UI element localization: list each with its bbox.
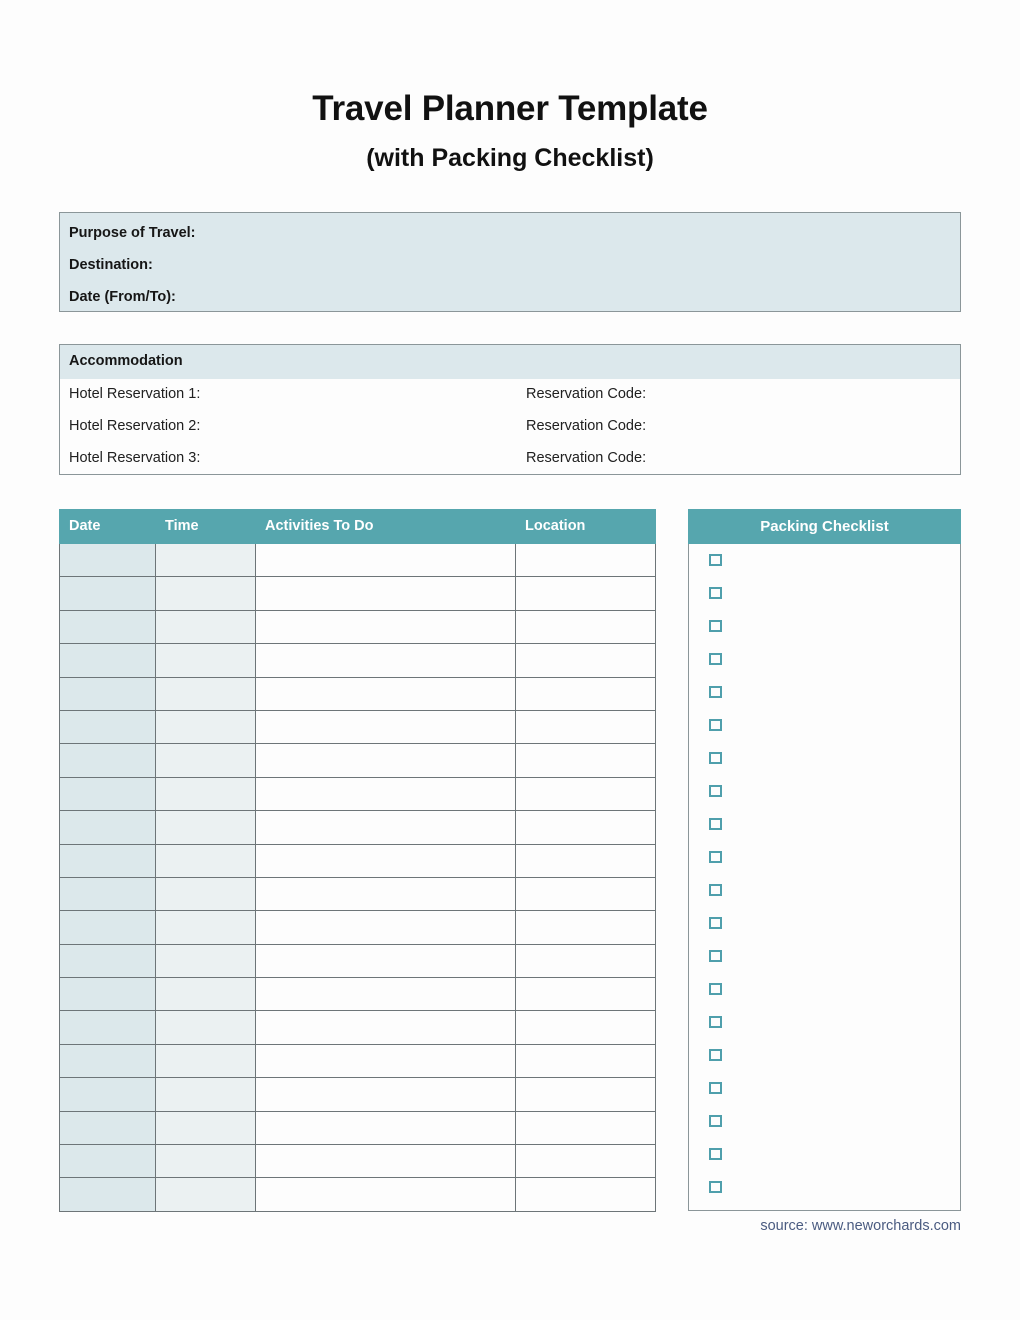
schedule-cell-location[interactable] xyxy=(516,1145,656,1178)
table-row xyxy=(60,644,656,677)
accommodation-box xyxy=(59,344,961,475)
field-label-reservation-code-2: Reservation Code: xyxy=(526,418,647,434)
schedule-cell-time[interactable] xyxy=(156,811,256,844)
schedule-cell-time[interactable] xyxy=(156,1178,256,1211)
page-subtitle: (with Packing Checklist) xyxy=(366,144,654,172)
trip-info-box xyxy=(59,212,961,312)
schedule-cell-activity[interactable] xyxy=(256,577,516,610)
schedule-cell-date[interactable] xyxy=(60,1044,156,1077)
list-item[interactable] xyxy=(689,1007,960,1040)
schedule-cell-time[interactable] xyxy=(156,677,256,710)
table-row xyxy=(60,544,656,577)
schedule-cell-activity[interactable] xyxy=(256,544,516,577)
schedule-cell-activity[interactable] xyxy=(256,1044,516,1077)
schedule-table xyxy=(59,509,656,1212)
accommodation-heading: Accommodation xyxy=(69,353,183,369)
list-item[interactable] xyxy=(689,1073,960,1106)
schedule-cell-date[interactable] xyxy=(60,610,156,643)
schedule-cell-time[interactable] xyxy=(156,744,256,777)
schedule-cell-date[interactable] xyxy=(60,1078,156,1111)
accommodation-row xyxy=(60,381,960,413)
schedule-cell-activity[interactable] xyxy=(256,1011,516,1044)
checkbox-icon[interactable] xyxy=(709,1049,722,1061)
checkbox-icon[interactable] xyxy=(709,785,722,797)
list-item[interactable] xyxy=(689,941,960,974)
table-row xyxy=(60,944,656,977)
schedule-cell-time[interactable] xyxy=(156,1011,256,1044)
schedule-cell-location[interactable] xyxy=(516,1178,656,1211)
field-label-reservation-code-1: Reservation Code: xyxy=(526,386,647,402)
schedule-cell-location[interactable] xyxy=(516,978,656,1011)
list-item[interactable] xyxy=(689,677,960,710)
column-header-activities-to-do[interactable]: Activities To Do xyxy=(256,510,516,544)
column-header-time[interactable]: Time xyxy=(156,510,256,544)
schedule-cell-time[interactable] xyxy=(156,1111,256,1144)
packing-checklist-box xyxy=(688,509,961,1211)
schedule-cell-time[interactable] xyxy=(156,944,256,977)
schedule-cell-date[interactable] xyxy=(60,844,156,877)
page-title: Travel Planner Template xyxy=(312,89,708,128)
schedule-cell-activity[interactable] xyxy=(256,1178,516,1211)
schedule-cell-date[interactable] xyxy=(60,1111,156,1144)
checkbox-icon[interactable] xyxy=(709,983,722,995)
schedule-cell-date[interactable] xyxy=(60,744,156,777)
checkbox-icon[interactable] xyxy=(709,1148,722,1160)
table-row xyxy=(60,844,656,877)
schedule-cell-date[interactable] xyxy=(60,877,156,910)
schedule-cell-time[interactable] xyxy=(156,610,256,643)
field-label-reservation-code-3: Reservation Code: xyxy=(526,450,647,466)
checkbox-icon[interactable] xyxy=(709,653,722,665)
checkbox-icon[interactable] xyxy=(709,950,722,962)
list-item[interactable] xyxy=(689,1106,960,1139)
table-row xyxy=(60,1011,656,1044)
schedule-cell-date[interactable] xyxy=(60,944,156,977)
column-header-date[interactable]: Date xyxy=(60,510,156,544)
field-label-hotel-reservation-3: Hotel Reservation 3: xyxy=(69,450,201,466)
list-item[interactable] xyxy=(689,908,960,941)
table-row xyxy=(60,744,656,777)
checkbox-icon[interactable] xyxy=(709,686,722,698)
schedule-cell-time[interactable] xyxy=(156,544,256,577)
list-item[interactable] xyxy=(689,809,960,842)
table-row xyxy=(60,577,656,610)
list-item[interactable] xyxy=(689,776,960,809)
schedule-cell-date[interactable] xyxy=(60,1145,156,1178)
checkbox-icon[interactable] xyxy=(709,884,722,896)
schedule-cell-time[interactable] xyxy=(156,1078,256,1111)
schedule-cell-time[interactable] xyxy=(156,911,256,944)
checkbox-icon[interactable] xyxy=(709,719,722,731)
schedule-cell-date[interactable] xyxy=(60,978,156,1011)
schedule-cell-date[interactable] xyxy=(60,1011,156,1044)
table-row xyxy=(60,1044,656,1077)
list-item[interactable] xyxy=(689,974,960,1007)
packing-checklist-heading: Packing Checklist xyxy=(688,509,961,544)
schedule-cell-activity[interactable] xyxy=(256,1078,516,1111)
field-label-hotel-reservation-1: Hotel Reservation 1: xyxy=(69,386,201,402)
checkbox-icon[interactable] xyxy=(709,1082,722,1094)
schedule-cell-activity[interactable] xyxy=(256,677,516,710)
schedule-cell-date[interactable] xyxy=(60,777,156,810)
table-row xyxy=(60,811,656,844)
source-attribution: source: www.neworchards.com xyxy=(760,1218,961,1234)
checkbox-icon[interactable] xyxy=(709,554,722,566)
table-row xyxy=(60,1178,656,1211)
schedule-cell-location[interactable] xyxy=(516,577,656,610)
field-label-purpose-of-travel: Purpose of Travel: xyxy=(69,225,196,241)
schedule-cell-activity[interactable] xyxy=(256,1145,516,1178)
schedule-cell-activity[interactable] xyxy=(256,844,516,877)
accommodation-row xyxy=(60,445,960,477)
schedule-header-row xyxy=(60,510,656,544)
schedule-cell-location[interactable] xyxy=(516,911,656,944)
schedule-cell-date[interactable] xyxy=(60,677,156,710)
schedule-cell-activity[interactable] xyxy=(256,1111,516,1144)
schedule-cell-location[interactable] xyxy=(516,1078,656,1111)
table-row xyxy=(60,1111,656,1144)
schedule-cell-activity[interactable] xyxy=(256,944,516,977)
schedule-cell-time[interactable] xyxy=(156,844,256,877)
schedule-cell-location[interactable] xyxy=(516,644,656,677)
schedule-cell-date[interactable] xyxy=(60,544,156,577)
schedule-cell-location[interactable] xyxy=(516,877,656,910)
packing-checklist-list xyxy=(689,545,960,1205)
schedule-cell-time[interactable] xyxy=(156,710,256,743)
list-item[interactable] xyxy=(689,644,960,677)
schedule-cell-time[interactable] xyxy=(156,978,256,1011)
schedule-cell-location[interactable] xyxy=(516,544,656,577)
schedule-cell-location[interactable] xyxy=(516,610,656,643)
accommodation-row xyxy=(60,413,960,445)
schedule-cell-time[interactable] xyxy=(156,877,256,910)
list-item[interactable] xyxy=(689,578,960,611)
field-label-date-from-to: Date (From/To): xyxy=(69,289,176,305)
list-item[interactable] xyxy=(689,545,960,578)
schedule-body xyxy=(60,544,656,1212)
schedule-cell-date[interactable] xyxy=(60,811,156,844)
checkbox-icon[interactable] xyxy=(709,917,722,929)
checkbox-icon[interactable] xyxy=(709,1115,722,1127)
schedule-cell-location[interactable] xyxy=(516,844,656,877)
schedule-cell-date[interactable] xyxy=(60,644,156,677)
checkbox-icon[interactable] xyxy=(709,752,722,764)
schedule-cell-time[interactable] xyxy=(156,577,256,610)
table-row xyxy=(60,1145,656,1178)
checkbox-icon[interactable] xyxy=(709,1016,722,1028)
list-item[interactable] xyxy=(689,842,960,875)
schedule-cell-time[interactable] xyxy=(156,644,256,677)
field-label-hotel-reservation-2: Hotel Reservation 2: xyxy=(69,418,201,434)
list-item[interactable] xyxy=(689,1040,960,1073)
schedule-cell-location[interactable] xyxy=(516,944,656,977)
schedule-cell-date[interactable] xyxy=(60,577,156,610)
table-row xyxy=(60,777,656,810)
schedule-cell-location[interactable] xyxy=(516,710,656,743)
list-item[interactable] xyxy=(689,1139,960,1172)
list-item[interactable] xyxy=(689,710,960,743)
field-label-destination: Destination: xyxy=(69,257,153,273)
list-item[interactable] xyxy=(689,1172,960,1205)
schedule-cell-date[interactable] xyxy=(60,911,156,944)
column-header-location[interactable]: Location xyxy=(516,510,656,544)
checkbox-icon[interactable] xyxy=(709,851,722,863)
list-item[interactable] xyxy=(689,743,960,776)
schedule-cell-activity[interactable] xyxy=(256,710,516,743)
list-item[interactable] xyxy=(689,611,960,644)
schedule-cell-location[interactable] xyxy=(516,777,656,810)
schedule-cell-time[interactable] xyxy=(156,1044,256,1077)
schedule-cell-activity[interactable] xyxy=(256,811,516,844)
table-row xyxy=(60,877,656,910)
accommodation-header-band xyxy=(60,345,960,379)
schedule-cell-location[interactable] xyxy=(516,1011,656,1044)
checkbox-icon[interactable] xyxy=(709,587,722,599)
schedule-cell-activity[interactable] xyxy=(256,610,516,643)
schedule-cell-location[interactable] xyxy=(516,1111,656,1144)
schedule-cell-location[interactable] xyxy=(516,811,656,844)
checkbox-icon[interactable] xyxy=(709,620,722,632)
table-row xyxy=(60,610,656,643)
schedule-cell-activity[interactable] xyxy=(256,777,516,810)
schedule-cell-activity[interactable] xyxy=(256,744,516,777)
table-row xyxy=(60,677,656,710)
schedule-cell-location[interactable] xyxy=(516,1044,656,1077)
schedule-cell-activity[interactable] xyxy=(256,877,516,910)
schedule-cell-time[interactable] xyxy=(156,777,256,810)
schedule-cell-activity[interactable] xyxy=(256,644,516,677)
table-row xyxy=(60,710,656,743)
table-row xyxy=(60,911,656,944)
schedule-cell-date[interactable] xyxy=(60,710,156,743)
table-row xyxy=(60,978,656,1011)
schedule-cell-location[interactable] xyxy=(516,677,656,710)
list-item[interactable] xyxy=(689,875,960,908)
schedule-cell-activity[interactable] xyxy=(256,978,516,1011)
table-row xyxy=(60,1078,656,1111)
schedule-cell-location[interactable] xyxy=(516,744,656,777)
checkbox-icon[interactable] xyxy=(709,1181,722,1193)
schedule-cell-date[interactable] xyxy=(60,1178,156,1211)
checkbox-icon[interactable] xyxy=(709,818,722,830)
schedule-cell-activity[interactable] xyxy=(256,911,516,944)
schedule-cell-time[interactable] xyxy=(156,1145,256,1178)
